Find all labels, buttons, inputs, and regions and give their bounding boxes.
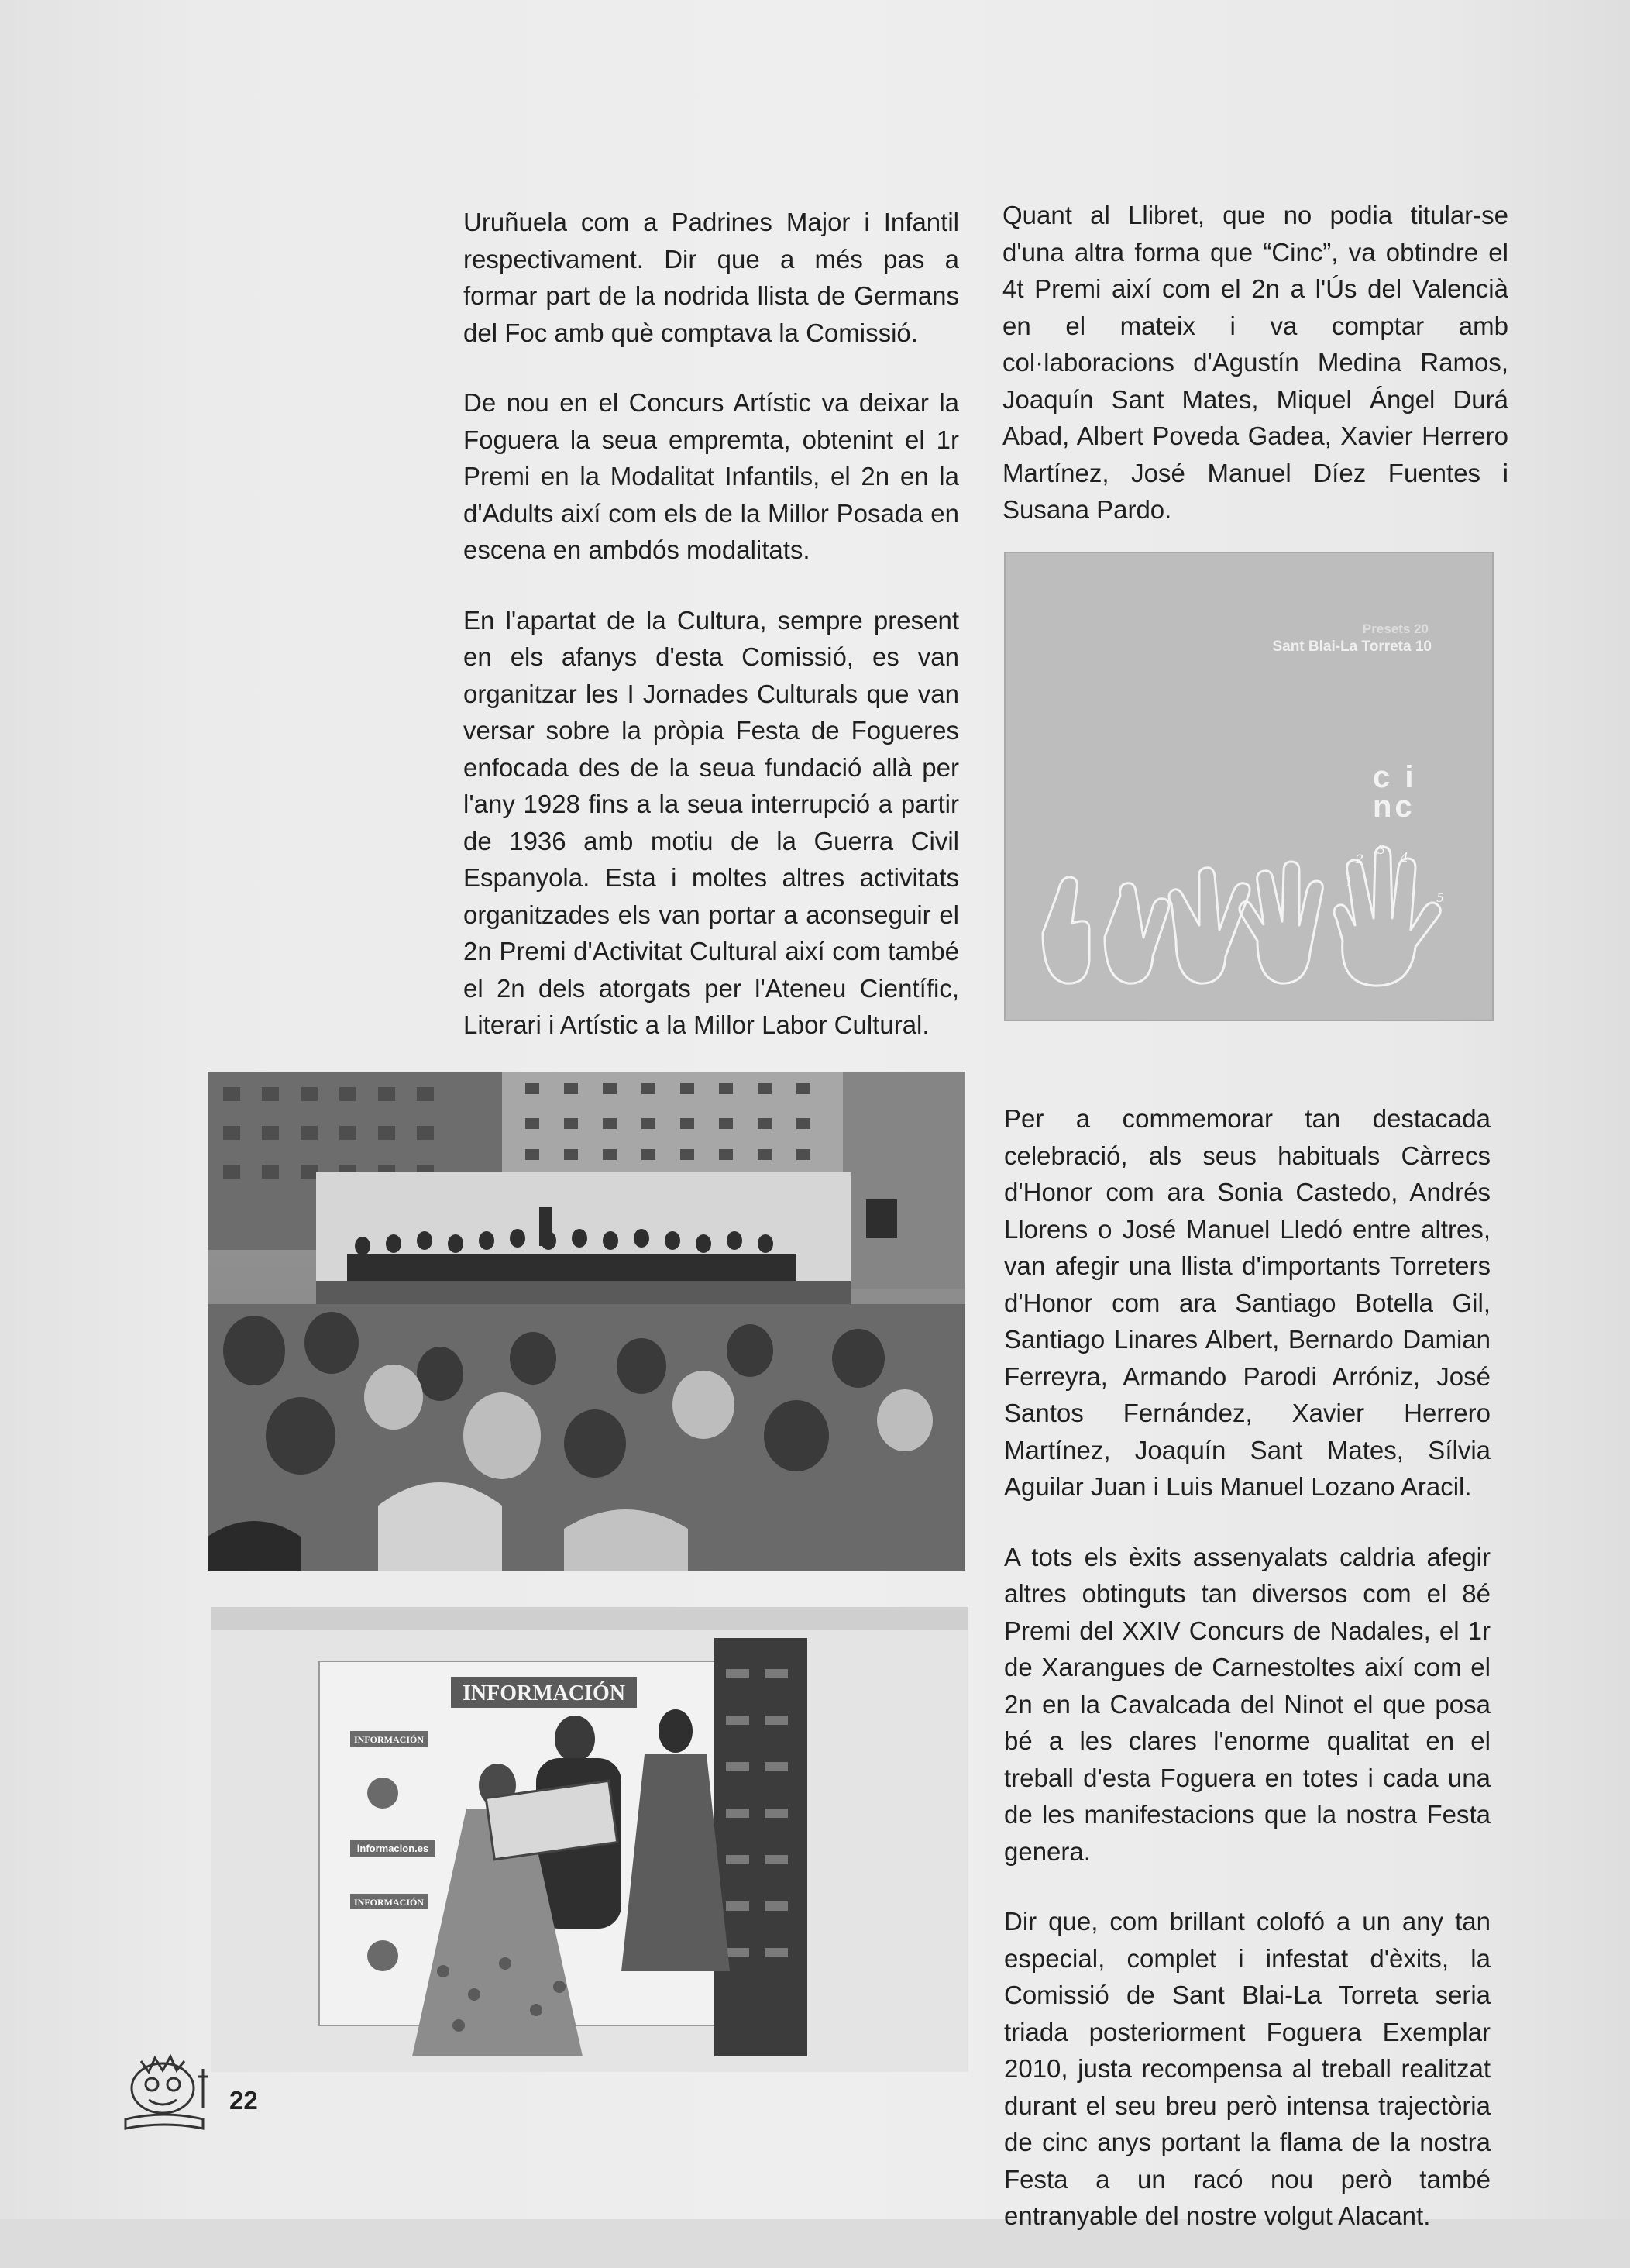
- svg-text:2: 2: [1356, 852, 1364, 866]
- paragraph: Per a commemorar tan destacada celebració, als seus habituals Càrrecs d'Honor com ara Sonia Castedo, Andrés Llorens o José Manuel Lledó entre altres, van afegir una llista d'importants Torreters d'Honor com ara Santiago Botella Gil, Santiago Linares Albert, Bernardo Damian Ferreyra, Armando Parodi Arróniz, José Santos Fernández, Xavier Herrero Martínez, Joaquín Sant Mates, Sílvia Aguilar Juan i Luis Manuel Lozano Aracil.: [1004, 1104, 1491, 1501]
- counting-hands-illustration: [1037, 840, 1470, 1003]
- paragraph: A tots els èxits assenyalats caldria afegir altres obtinguts tan diversos com el 8é Premi del XXIV Concurs de Nadales, el 1r de Xarangues de Carnestoltes així com el 2n en la Cavalcada del Ninot el que posa bé a les clares l'enorme qualitat en el treball d'esta Foguera en totes i cada una de les manifestacions que la nostra Festa genera.: [1004, 1542, 1491, 1866]
- foguera-logo-icon: [118, 2046, 218, 2137]
- svg-text:4: 4: [1401, 850, 1409, 865]
- svg-text:1: 1: [1345, 875, 1353, 890]
- right-column-bottom: [1004, 1100, 1491, 2268]
- paragraph: Uruñuela com a Padrines Major i Infantil respectivament. Dir que a més pas a formar part de la nodrida llista de Germans del Foc amb què comptava la Comissió.: [463, 208, 959, 347]
- svg-text:3: 3: [1377, 842, 1386, 857]
- left-column: [463, 204, 959, 1077]
- svg-text:5: 5: [1436, 890, 1445, 905]
- svg-text:INFORMACIÓN: INFORMACIÓN: [463, 1681, 625, 1705]
- paragraph: De nou en el Concurs Artístic va deixar la Foguera la seua empremta, obtenint el 1r Premi en la Modalitat Infantils, el 2n en la d'Adults així com els de la Millor Posada en escena en ambdós modalitats.: [463, 388, 959, 564]
- svg-text:informacion.es: informacion.es: [356, 1843, 429, 1854]
- right-column-top: [1002, 197, 1508, 562]
- cover-title: c i nc: [1373, 760, 1417, 824]
- cover-line2: Sant Blai-La Torreta 10: [1272, 638, 1432, 655]
- svg-text:INFORMACIÓN: INFORMACIÓN: [354, 1897, 424, 1908]
- page-number: 22: [229, 2086, 258, 2115]
- paragraph: En l'apartat de la Cultura, sempre present en els afanys d'esta Comissió, es van organitzar les I Jornades Culturals que van versar sobre la pròpia Festa de Fogueres enfocada des de la seua fundació allà per l'any 1928 fins a la seua interrupció a partir de 1936 amb motiu de la Guerra Civil Espanyola. Esta i moltes altres activitats organitzades els van portar a aconseguir el 2n Premi d'Activitat Cultural així com també el 2n dels atorgats per l'Ateneu Científic, Literari i Artístic a la Millor Labor Cultural.: [463, 605, 959, 1039]
- paragraph: Dir que, com brillant colofó a un any tan especial, complet i infestat d'èxits, la Comissió de Sant Blai-La Torreta seria triada posteriorment Foguera Exemplar 2010, justa recompensa al treball realitzat durant el seu breu però intensa trajectòria de cinc anys portant la flama de la nostra Festa a un racó nou però també entranyable del nostre volgut Alacant.: [1004, 1907, 1491, 2230]
- cover-line1: Presets 20: [1362, 621, 1429, 636]
- award-photo: [211, 1607, 968, 2072]
- paragraph: Quant al Llibret, que no podia titular-se d'una altra forma que “Cinc”, va obtindre el 4t Premi així com el 2n a l'Ús del Valencià en el mateix i va comptar amb col·laboracions d'Agustín Medina Ramos, Joaquín Sant Mates, Miquel Ángel Durá Abad, Albert Poveda Gadea, Xavier Herrero Martínez, José Manuel Díez Fuentes i Susana Pardo.: [1002, 201, 1508, 524]
- svg-text:INFORMACIÓN: INFORMACIÓN: [354, 1734, 424, 1745]
- concert-photo: [208, 1072, 965, 1571]
- booklet-cover-image: [1004, 552, 1494, 1021]
